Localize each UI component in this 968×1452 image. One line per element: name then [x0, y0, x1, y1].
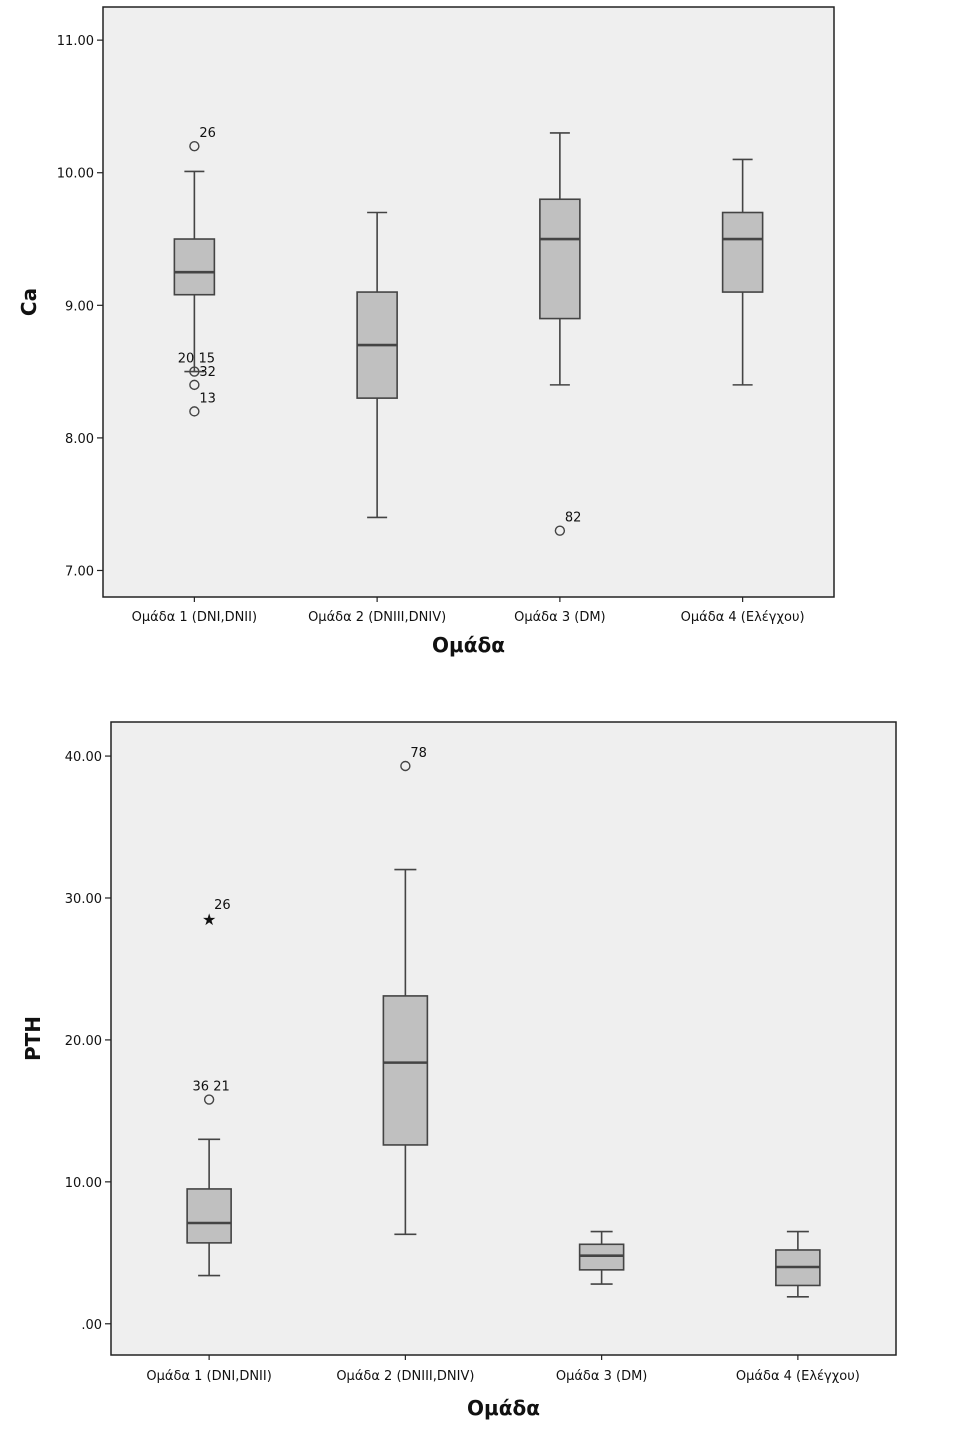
box-iqr [580, 1244, 624, 1270]
box-iqr [187, 1189, 231, 1243]
ca-boxplot-svg [0, 0, 968, 680]
extreme-star-icon: ★ [201, 909, 217, 929]
x-category-label: Ομάδα 4 (Ελέγχου) [735, 1369, 860, 1384]
y-tick-label: .00 [81, 1317, 102, 1333]
x-category-label: Ομάδα 3 (DM) [514, 610, 606, 625]
y-tick-label: 10.00 [56, 166, 94, 182]
outlier-label: 36 21 [192, 1079, 230, 1095]
y-tick-label: 40.00 [64, 750, 102, 766]
y-tick-label: 30.00 [64, 891, 102, 907]
x-axis-title: Ομάδα [467, 1396, 540, 1420]
x-category-label: Ομάδα 3 (DM) [555, 1369, 648, 1384]
y-axis-title: PTH [21, 1015, 45, 1062]
x-category-label: Ομάδα 2 (DNIII,DNIV) [336, 1369, 475, 1384]
box-iqr [383, 996, 427, 1145]
outlier-label: 26 [214, 897, 231, 913]
outlier-label: 78 [410, 745, 427, 761]
box-iqr [174, 239, 214, 295]
x-category-label: Ομάδα 1 (DNI,DNII) [131, 610, 258, 625]
y-tick-label: 10.00 [64, 1175, 102, 1191]
box-iqr [540, 199, 580, 318]
plot-area [103, 7, 834, 597]
pth-boxplot-chart [0, 712, 968, 1452]
box-iqr [723, 213, 763, 293]
outlier-label: 26 [199, 126, 216, 142]
pth-boxplot-svg [0, 712, 968, 1452]
x-category-label: Ομάδα 1 (DNI,DNII) [146, 1369, 272, 1384]
y-tick-label: 9.00 [65, 299, 94, 315]
y-axis-title: Ca [17, 287, 41, 317]
y-tick-label: 8.00 [65, 431, 94, 447]
outlier-label: 82 [564, 510, 582, 526]
y-tick-label: 7.00 [65, 564, 94, 580]
outlier-label: 13 [199, 391, 216, 407]
x-category-label: Ομάδα 2 (DNIII,DNIV) [308, 610, 447, 625]
x-category-label: Ομάδα 4 (Ελέγχου) [680, 610, 805, 625]
y-tick-label: 11.00 [56, 34, 94, 50]
outlier-label: 20 15 [177, 351, 215, 367]
outlier-label: 32 [199, 364, 216, 380]
ca-boxplot-chart [0, 0, 968, 680]
x-axis-title: Ομάδα [432, 633, 505, 657]
y-tick-label: 20.00 [64, 1033, 102, 1049]
